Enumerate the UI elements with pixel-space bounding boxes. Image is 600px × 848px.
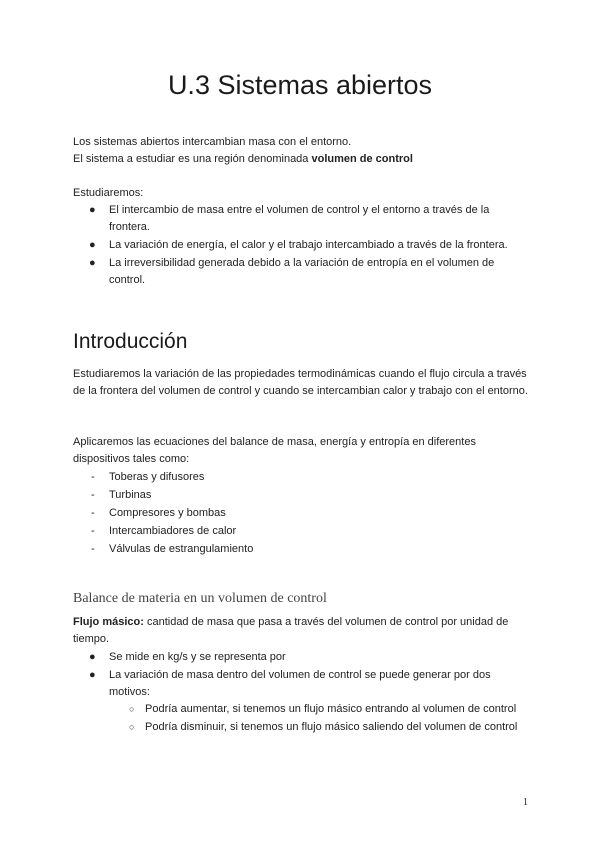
devices-list bbox=[73, 469, 533, 559]
intro-line-1: Los sistemas abiertos intercambian masa con el entorno. bbox=[73, 136, 352, 148]
introduccion-para-2: Aplicaremos las ecuaciones del balance de masa, energía y entropía en diferentes dispositivos tales como: bbox=[73, 436, 476, 465]
circle-marker: ○ bbox=[129, 704, 135, 714]
circle-marker: ○ bbox=[129, 722, 135, 732]
dash-marker: - bbox=[91, 489, 95, 501]
bullet-marker: ● bbox=[89, 257, 96, 269]
flujo-masico-text: cantidad de masa que pasa a través del volumen de control por unidad de tiempo. bbox=[73, 616, 509, 645]
estudiaremos-list bbox=[73, 202, 533, 290]
section-heading-balance: Balance de materia en un volumen de control bbox=[73, 591, 327, 606]
list-item: - Compresores y bombas bbox=[73, 505, 533, 522]
dash-marker: - bbox=[91, 525, 95, 537]
intro-line-2 bbox=[73, 151, 533, 168]
list-item: - Intercambiadores de calor bbox=[73, 523, 533, 540]
list-item: ● La variación de energía, el calor y el trabajo intercambiado a través de la frontera. bbox=[73, 237, 533, 254]
list-item: - Válvulas de estrangulamiento bbox=[73, 541, 533, 558]
intro-line-2-text: El sistema a estudiar es una región denominada bbox=[73, 153, 312, 165]
section-heading-introduccion: Introducción bbox=[73, 330, 188, 353]
list-item: ○ Podría disminuir, si tenemos un flujo másico saliendo del volumen de control bbox=[109, 719, 533, 736]
introduccion-para-1: Estudiaremos la variación de las propiedades termodinámicas cuando el flujo circula a través de la frontera del volumen de control y cuando se intercambian calor y trabajo con el entorno. bbox=[73, 368, 528, 397]
list-item: - Toberas y difusores bbox=[73, 469, 533, 486]
bullet-marker: ● bbox=[89, 669, 96, 681]
list-item: ● La variación de masa dentro del volumen de control se puede generar por dos motivos: ○ Podría aumentar, si tenemos un flujo másico entrando al volumen de control ○ Podría disminuir, si tenemos un flujo másico saliendo del volumen de control bbox=[73, 667, 533, 736]
dash-marker: - bbox=[91, 543, 95, 555]
flujo-masico-term: Flujo másico: bbox=[73, 616, 144, 628]
intro-line-2-bold: volumen de control bbox=[311, 153, 413, 165]
page-title: U.3 Sistemas abiertos bbox=[167, 70, 433, 100]
page-number: 1 bbox=[523, 797, 528, 808]
list-item: ● La irreversibilidad generada debido a la variación de entropía en el volumen de control. bbox=[89, 257, 495, 286]
dash-marker: - bbox=[91, 507, 95, 519]
list-item: ● El intercambio de masa entre el volumen de control y el entorno a través de la frontera. bbox=[89, 204, 490, 233]
balance-list bbox=[73, 649, 533, 737]
bullet-marker: ● bbox=[89, 651, 96, 663]
bullet-marker: ● bbox=[89, 204, 96, 216]
list-item: ● Se mide en kg/s y se representa por bbox=[73, 649, 533, 666]
list-item: ○ Podría aumentar, si tenemos un flujo másico entrando al volumen de control bbox=[109, 701, 533, 718]
list-item: - Turbinas bbox=[73, 487, 533, 504]
estudiaremos-label: Estudiaremos: bbox=[73, 187, 144, 199]
flujo-masico-definition bbox=[73, 614, 533, 648]
dash-marker: - bbox=[91, 471, 95, 483]
bullet-marker: ● bbox=[89, 239, 96, 251]
motivos-sublist bbox=[109, 701, 533, 736]
